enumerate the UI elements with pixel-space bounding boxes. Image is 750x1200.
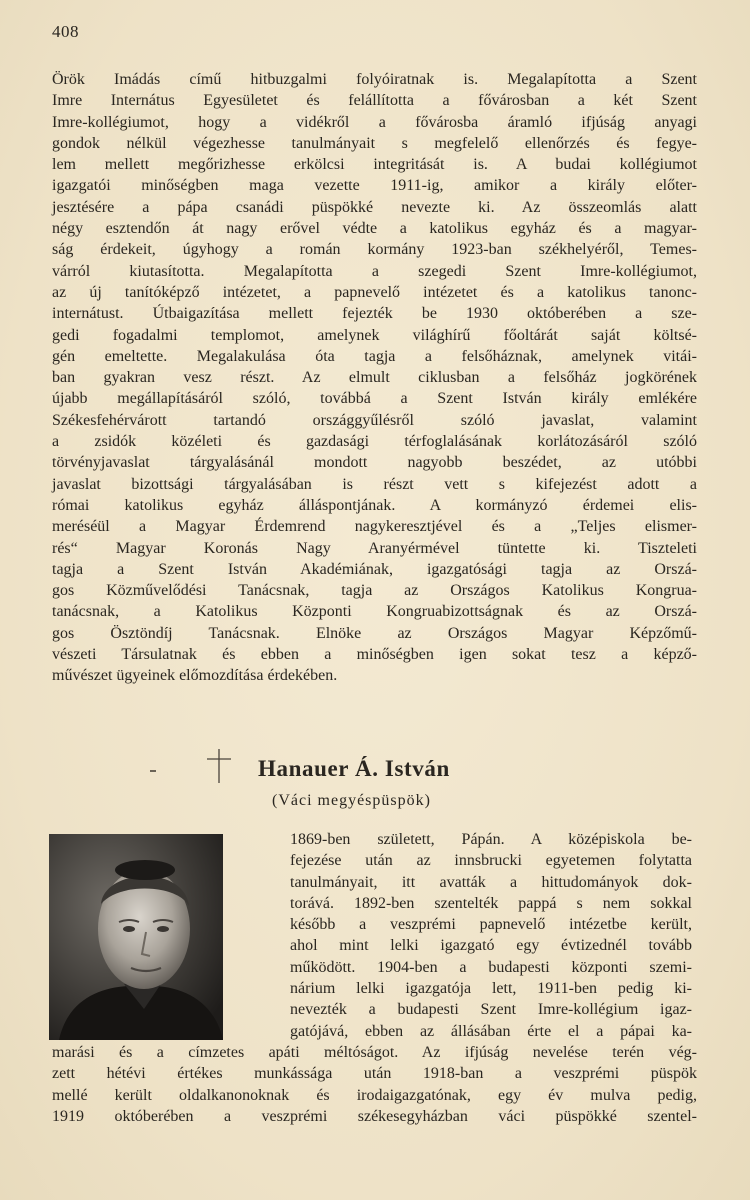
top-paragraph-line: újabb megállapításáról szóló, továbbá a Szent István király emlékére xyxy=(52,390,697,408)
bio-line: mellé került oldalkanonoknak és irodaigazgatónak, egy év mulva pedig, xyxy=(52,1086,697,1104)
bio-line: később a veszprémi papnevelő intézetbe került, xyxy=(290,916,692,934)
top-paragraph-line: ban gyakran vesz részt. Az elmult ciklusban a felsőház jogkörének xyxy=(52,369,697,387)
top-paragraph-line: az új tanítóképző intézetet, a papnevelő intézetet és a katolikus tanonc- xyxy=(52,283,697,301)
bio-line: fejezése után az innsbrucki egyetemen folytatta xyxy=(290,852,692,870)
top-paragraph-line: gos Ösztöndíj Tanácsnak. Elnöke az Országos Magyar Képzőmű- xyxy=(52,624,697,642)
top-paragraph-line: Imre-kollégiumot, hogy a vidékről a fővárosba áramló ifjúság anyagi xyxy=(52,113,697,131)
portrait-photo xyxy=(49,834,223,1040)
bio-line: 1919 októberében a veszprémi székesegyházban váci püspökké szentel- xyxy=(52,1107,697,1125)
top-paragraph-line: gedi fogadalmi templomot, amelynek világhírű főoltárát saját költsé- xyxy=(52,326,697,344)
bio-line: tanulmányait, itt avatták a hittudományok dok- xyxy=(290,873,692,891)
top-paragraph-line: művészet ügyeinek előmozdítása érdekében. xyxy=(52,667,338,685)
bio-line: gatójává, ebben az állásában érte el a pápai ka- xyxy=(290,1022,692,1040)
top-paragraph-line: meréséül a Magyar Érdemrend nagykeresztjével és a „Teljes elismer- xyxy=(52,518,697,536)
top-paragraph-line: Örök Imádás című hitbuzgalmi folyóiratnak is. Megalapította a Szent xyxy=(52,71,697,88)
bio-line: nárium lelki igazgatója lett, 1911-ben pedig ki- xyxy=(290,980,692,998)
top-paragraph-line: tanácsnak, a Katolikus Központi Kongruabizottságnak és az Orszá- xyxy=(52,603,697,621)
bio-line: ahol mint lelki igazgató egy évtizednél tovább xyxy=(290,937,692,955)
top-paragraph-line: tagja a Szent István Akadémiának, igazgatósági tagja az Orszá- xyxy=(52,560,697,578)
top-paragraph-line: javaslat bizottsági tárgyalásában is részt vett s kifejezést adott a xyxy=(52,475,697,493)
bio-line: torává. 1892-ben szentelték pappá s nem sokkal xyxy=(290,894,692,912)
top-paragraph-line: jesztésére a pápa csanádi püspökké nevezte ki. Az összeomlás alatt xyxy=(52,198,697,216)
bio-full-width xyxy=(52,1042,697,1127)
top-paragraph-line: a zsidók közéleti és gazdasági térfoglalásának korlátozásáról szóló xyxy=(52,433,697,451)
page-number: 408 xyxy=(52,22,79,41)
top-paragraph-line: rés“ Magyar Koronás Nagy Aranyérmével tüntette ki. Tiszteleti xyxy=(52,539,697,557)
top-paragraph-line: gondok nélkül végezhesse tanulmányait s megfelelő ellenőrzés és fegye- xyxy=(52,134,697,152)
bio-line: zett hétévi értékes munkássága után 1918-ban a veszprémi püspök xyxy=(52,1065,697,1083)
top-paragraph-line: törvényjavaslat tárgyalásánál mondott nagyobb beszédet, az utóbbi xyxy=(52,454,697,472)
bio-line: marási és a címzetes apáti méltóságot. Az ifjúság nevelése terén vég- xyxy=(52,1044,697,1061)
top-paragraph xyxy=(52,69,697,687)
bio-beside-portrait xyxy=(290,829,692,1042)
entry-name: Hanauer Á. István xyxy=(258,756,450,781)
top-paragraph-line: lem mellett megőrizhesse erkölcsi integritását is. A budai kollégiumot xyxy=(52,156,697,174)
top-paragraph-line: igazgatói minőségben maga vezette 1911-ig, amikor a király előter- xyxy=(52,177,697,195)
entry-title: (Váci megyéspüspök) xyxy=(272,792,431,809)
bio-line: 1869-ben született, Pápán. A középiskola be- xyxy=(290,831,692,848)
top-paragraph-line: várról kiutasította. Megalapította a szegedi Szent Imre-kollégiumot, xyxy=(52,262,697,280)
top-paragraph-line: ság érdekeit, úgyhogy a román kormány 1923-ban székhelyéről, Temes- xyxy=(52,241,697,259)
top-paragraph-line: vészeti Társulatnak és ebben a minőségben igen sokat tesz a képző- xyxy=(52,646,697,664)
top-paragraph-line: internátust. Útbaigazítása mellett fejezték be 1930 októberében a sze- xyxy=(52,305,697,323)
top-paragraph-line: négy esztendőn át nagy erővel védte a katolikus egyház és a magyar- xyxy=(52,220,697,238)
bio-line: nevezték a budapesti Szent Imre-kollégium igaz- xyxy=(290,1001,692,1019)
top-paragraph-line: gos Közművelődési Tanácsnak, tagja az Országos Katolikus Kongrua- xyxy=(52,582,697,600)
bio-line: működött. 1904-ben a budapesti központi szemi- xyxy=(290,958,692,976)
margin-mark xyxy=(150,770,156,772)
top-paragraph-line: Imre Internátus Egyesületet és felállította a fővárosban a két Szent xyxy=(52,92,697,110)
top-paragraph-line: római katolikus egyház álláspontjának. A kormányzó érdemei elis- xyxy=(52,496,697,514)
top-paragraph-line: gén emeltette. Megalakulása óta tagja a felsőháznak, amelynek vitái- xyxy=(52,347,697,365)
latin-cross-icon xyxy=(204,748,234,784)
top-paragraph-line: Székesfehérvárott tartandó országgyűlésről szóló javaslat, valamint xyxy=(52,411,697,429)
